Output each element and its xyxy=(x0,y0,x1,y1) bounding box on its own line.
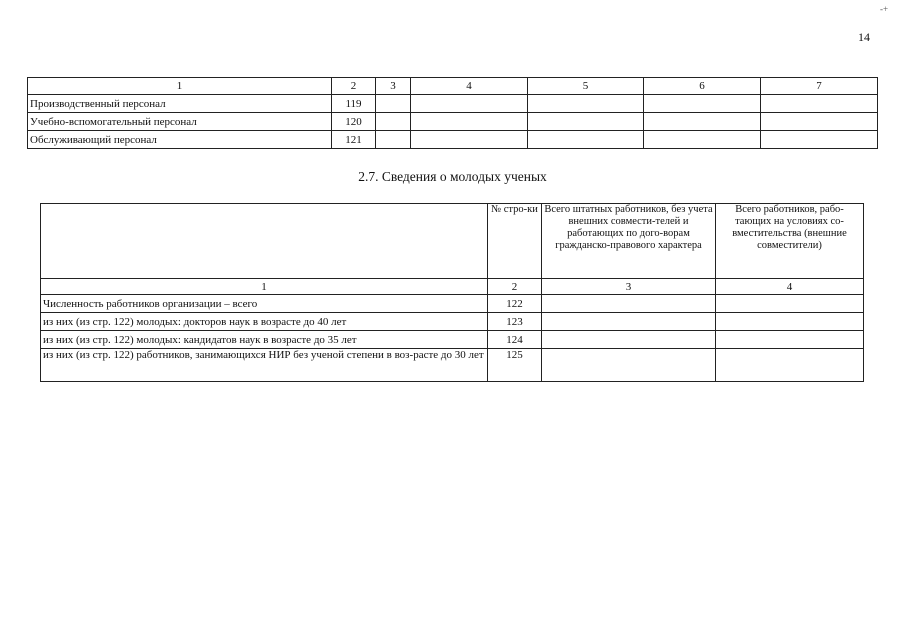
column-number: 2 xyxy=(488,279,542,295)
table-row xyxy=(28,113,878,131)
table-cell xyxy=(644,131,761,149)
column-header-staff: Всего штатных работников, без учета внешних совмести-телей и работающих по дого-ворам гражданско-правового характера xyxy=(542,204,716,279)
row-label: из них (из стр. 122) молодых: кандидатов наук в возрасте до 35 лет xyxy=(41,331,488,349)
table-cell xyxy=(644,95,761,113)
table-cell xyxy=(528,131,644,149)
column-header: 3 xyxy=(376,78,411,95)
table-cell xyxy=(411,95,528,113)
line-number: 121 xyxy=(332,131,376,149)
table-header-row xyxy=(28,78,878,95)
column-number: 3 xyxy=(542,279,716,295)
table-row xyxy=(28,95,878,113)
column-header: 1 xyxy=(28,78,332,95)
column-header-line-number: № стро-ки xyxy=(488,204,542,279)
page-number: 14 xyxy=(858,30,870,44)
table-cell xyxy=(716,349,864,382)
staff-table xyxy=(27,77,878,149)
table-cell xyxy=(376,113,411,131)
table-cell xyxy=(528,95,644,113)
row-label: Производственный персонал xyxy=(28,95,332,113)
table-row xyxy=(41,313,864,331)
table-cell xyxy=(716,331,864,349)
table-cell xyxy=(528,113,644,131)
table-row xyxy=(41,295,864,313)
table-row xyxy=(41,349,864,382)
line-number: 124 xyxy=(488,331,542,349)
column-header: 2 xyxy=(332,78,376,95)
table-cell xyxy=(542,295,716,313)
table-cell xyxy=(542,331,716,349)
line-number: 122 xyxy=(488,295,542,313)
column-number-row xyxy=(41,279,864,295)
table-row xyxy=(28,131,878,149)
table-cell xyxy=(411,113,528,131)
column-header: 5 xyxy=(528,78,644,95)
table-cell xyxy=(761,113,878,131)
table-cell xyxy=(542,313,716,331)
column-header: 7 xyxy=(761,78,878,95)
column-header: 4 xyxy=(411,78,528,95)
column-number: 1 xyxy=(41,279,488,295)
table-cell xyxy=(411,131,528,149)
young-scientists-table xyxy=(40,203,864,382)
table-cell xyxy=(376,131,411,149)
table-header-row xyxy=(41,204,864,279)
row-label: Обслуживающий персонал xyxy=(28,131,332,149)
line-number: 120 xyxy=(332,113,376,131)
column-header: 6 xyxy=(644,78,761,95)
table-cell xyxy=(716,313,864,331)
corner-mark: -+ xyxy=(880,4,889,14)
table-row xyxy=(41,331,864,349)
line-number: 119 xyxy=(332,95,376,113)
row-label: из них (из стр. 122) работников, занимающихся НИР без ученой степени в воз-расте до 30 лет xyxy=(41,349,488,382)
row-label: из них (из стр. 122) молодых: докторов наук в возрасте до 40 лет xyxy=(41,313,488,331)
column-header xyxy=(41,204,488,279)
table-cell xyxy=(542,349,716,382)
section-title: 2.7. Сведения о молодых ученых xyxy=(358,169,547,184)
table-cell xyxy=(761,95,878,113)
line-number: 125 xyxy=(488,349,542,382)
table-cell xyxy=(644,113,761,131)
row-label: Численность работников организации – всего xyxy=(41,295,488,313)
column-number: 4 xyxy=(716,279,864,295)
table-cell xyxy=(761,131,878,149)
line-number: 123 xyxy=(488,313,542,331)
table-cell xyxy=(376,95,411,113)
column-header-part-time: Всего работников, рабо-тающих на условиях со-вместительства (внешние совместители) xyxy=(716,204,864,279)
row-label: Учебно-вспомогательный персонал xyxy=(28,113,332,131)
table-cell xyxy=(716,295,864,313)
